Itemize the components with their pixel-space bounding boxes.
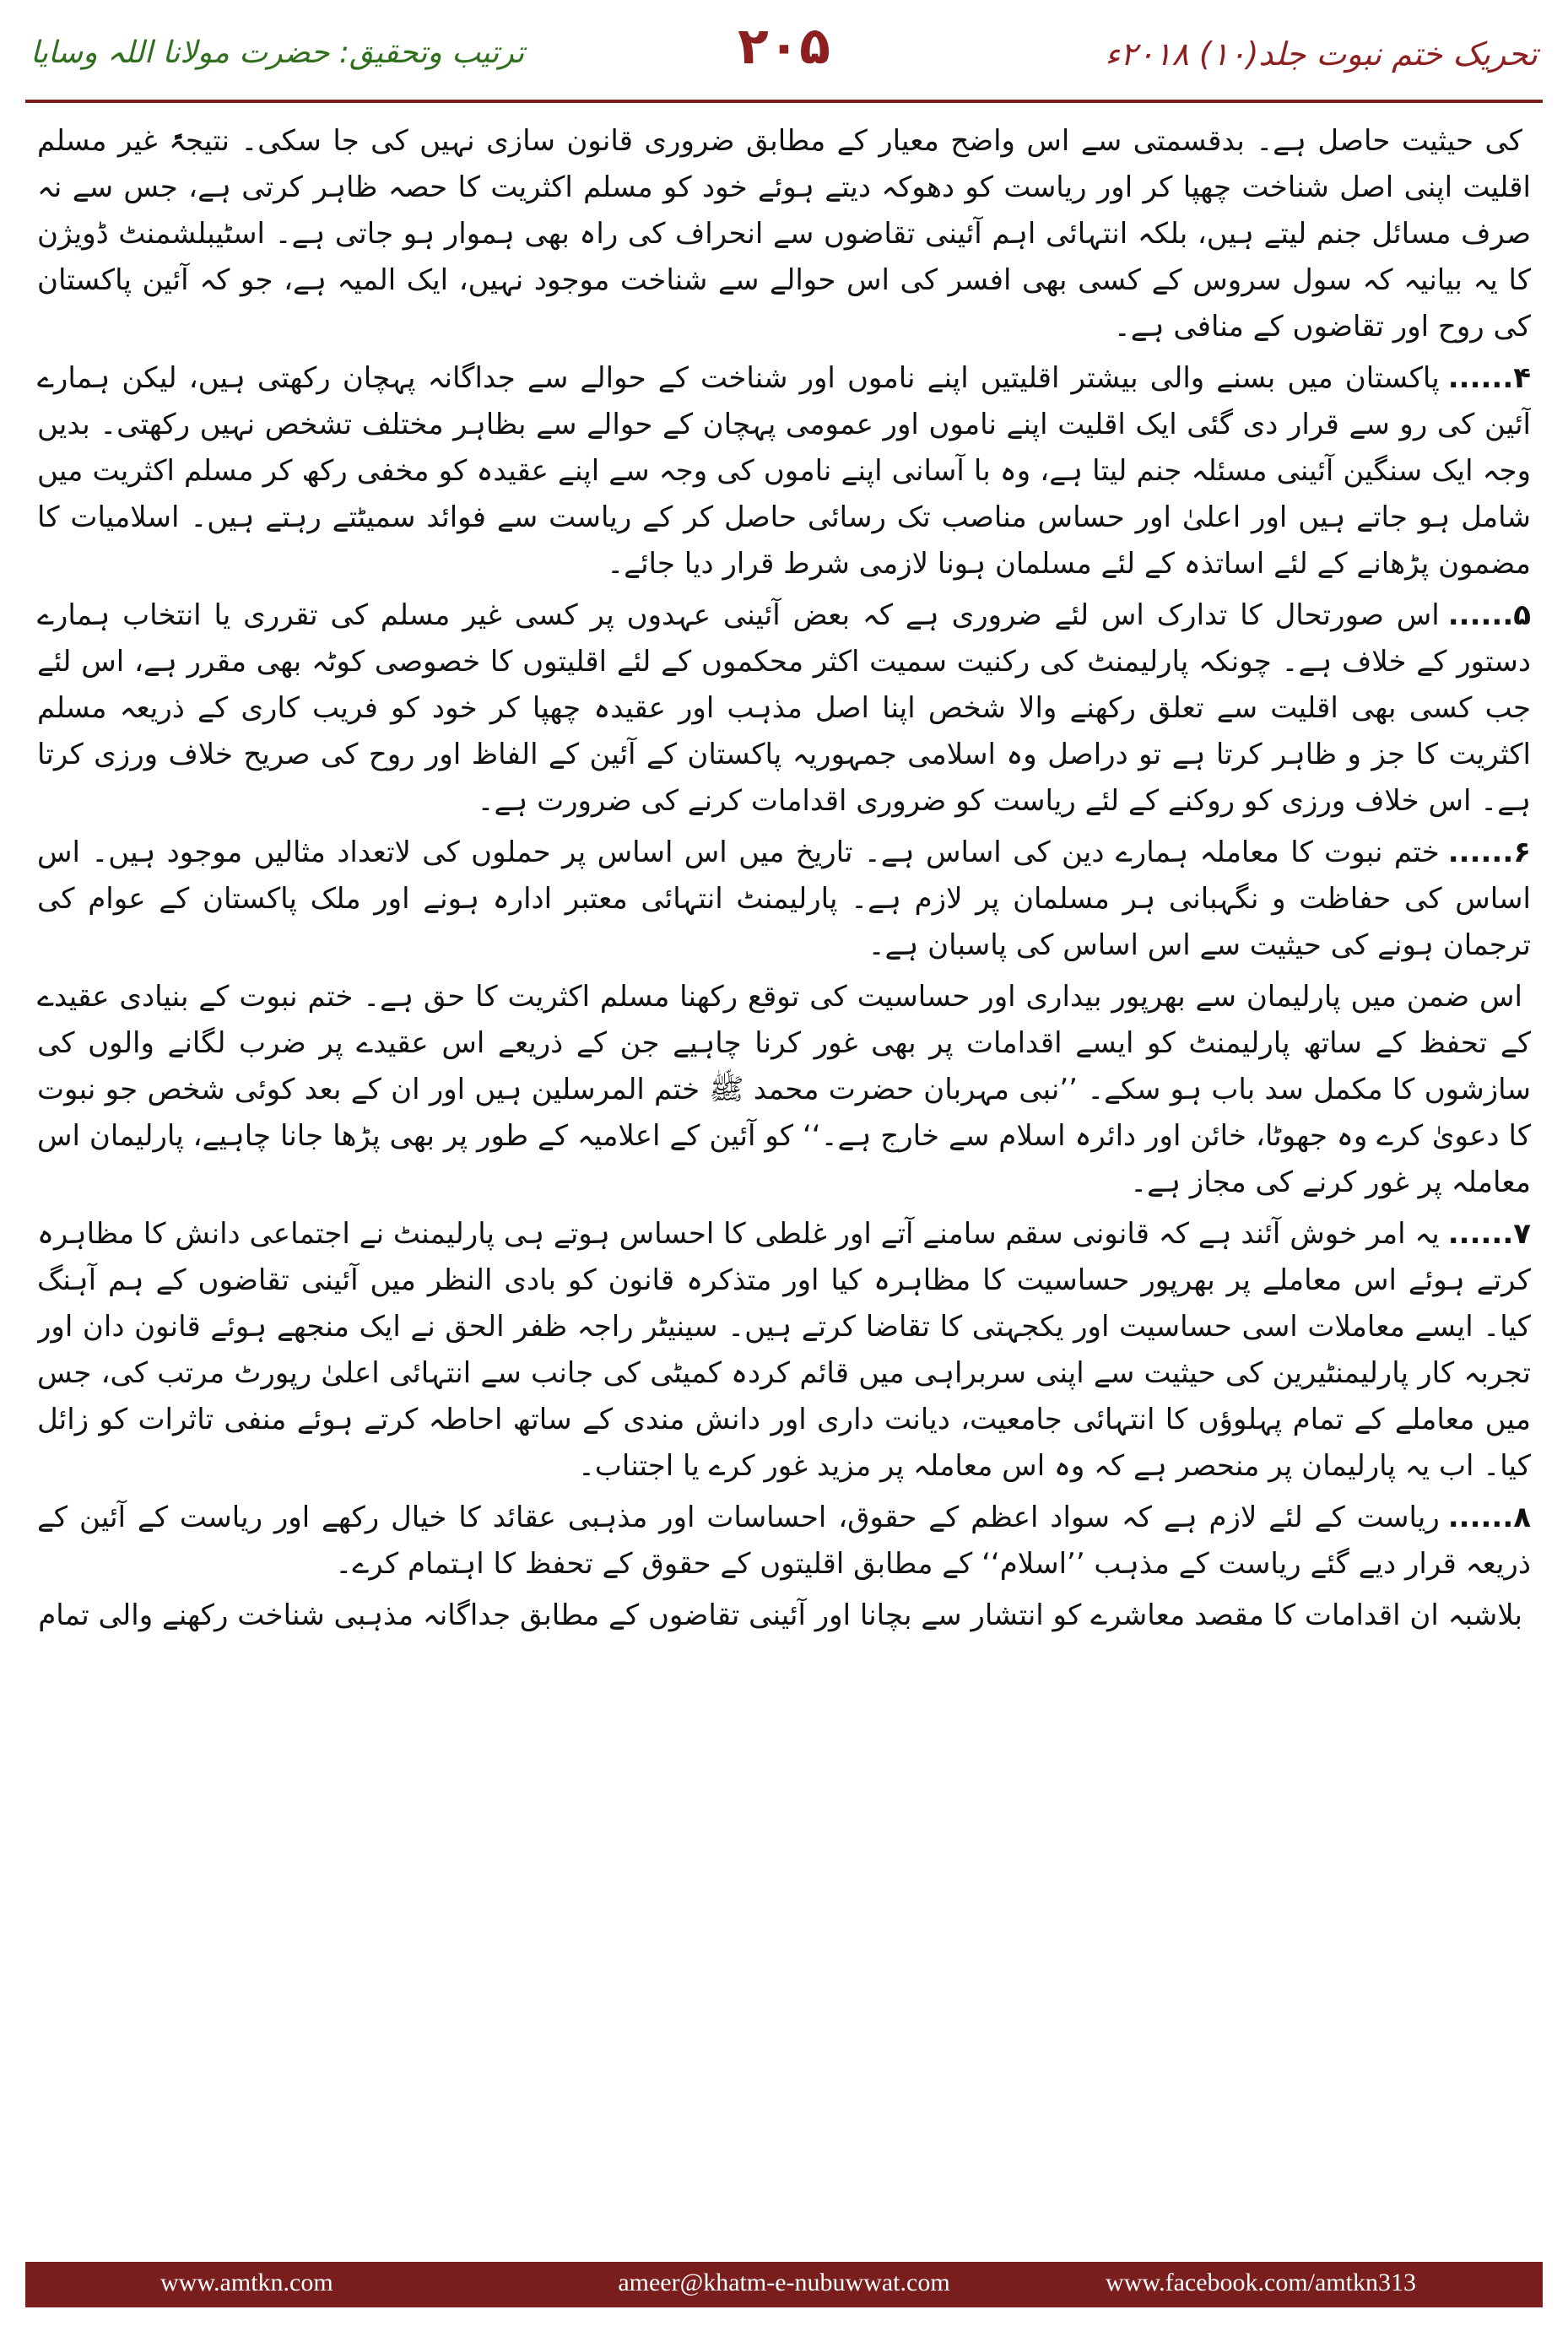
page-body <box>37 118 1531 2203</box>
paragraph-text: کی حیثیت حاصل ہے۔ بدقسمتی سے اس واضح معیار کے مطابق ضروری قانون سازی نہیں کی جا سکی۔ نتیجۃً غیر مسلم اقلیت اپنی اصل شناخت چھپا کر اور ریاست کو دھوکہ دیتے ہوئے خود کو مسلم اکثریت کا حصہ ظاہر کرتی ہے، جس سے نہ صرف مسائل جنم لیتے ہیں، بلکہ انتہائی اہم آئینی تقاضوں سے انحراف کی راہ بھی ہموار ہو جاتی ہے۔ اسٹیبلشمنٹ ڈویژن کا یہ بیانیہ کہ سول سروس کے کسی بھی افسر کی اس حوالے سے شناخت موجود نہیں، ایک المیہ ہے، جو کہ آئین پاکستان کی روح اور تقاضوں کے منافی ہے۔ <box>37 124 1531 343</box>
paragraph-text: اس صورتحال کا تدارک اس لئے ضروری ہے کہ بعض آئینی عہدوں پر کسی غیر مسلم کی تقرری یا انتخاب ہمارے دستور کے خلاف ہے۔ چونکہ پارلیمنٹ کی رکنیت سمیت اکثر محکموں کے لئے اقلیتوں کا خصوصی کوٹہ بھی مقرر ہے، اس لئے جب کسی بھی اقلیت سے تعلق رکھنے والا شخص اپنا اصل مذہب اور عقیدہ چھپا کر خود کو فریب کاری کے ذریعہ مسلم اکثریت کا جز و ظاہر کرتا ہے تو دراصل وہ اسلامی جمہوریہ پاکستان کے آئین کے الفاظ اور روح کی صریح خلاف ورزی کرتا ہے۔ اس خلاف ورزی کو روکنے کے لئے ریاست کو ضروری اقدامات کرنے کی ضرورت ہے۔ <box>37 598 1531 818</box>
compiler-credit: ترتیب وتحقیق: حضرت مولانا اللہ وسایا <box>30 35 525 70</box>
email-link[interactable]: ameer@khatm-e-nubuwwat.com <box>618 2269 950 2296</box>
paragraph <box>37 592 1531 825</box>
paragraph <box>37 830 1531 969</box>
paragraph-number: ۷...... <box>1447 1217 1531 1251</box>
page-header <box>0 0 1568 127</box>
paragraph-text: ختم نبوت کا معاملہ ہمارے دین کی اساس ہے۔ تاریخ میں اس اساس پر حملوں کی لاتعداد مثالیں موجود ہیں۔ اس اساس کی حفاظت و نگہبانی ہر مسلمان پر لازم ہے۔ پارلیمنٹ انتہائی معتبر ادارہ ہونے اور ملک پاکستان کے عوام کی ترجمان ہونے کی حیثیت سے اس اساس کی پاسبان ہے۔ <box>37 836 1531 962</box>
paragraph-text: ریاست کے لئے لازم ہے کہ سواد اعظم کے حقوق، احساسات اور مذہبی عقائد کا خیال رکھے اور ریاست کے آئین کے ذریعہ قرار دیے گئے ریاست کے مذہب ’’اسلام‘‘ کے مطابق اقلیتوں کے حقوق کے تحفظ کا اہتمام کرے۔ <box>37 1501 1531 1581</box>
paragraph-text: بلاشبہ ان اقدامات کا مقصد معاشرے کو انتشار سے بچانا اور آئینی تقاضوں کے مطابق جداگانہ مذہبی شناخت رکھنے والی تمام <box>38 1598 1522 1632</box>
paragraph-text: یہ امر خوش آئند ہے کہ قانونی سقم سامنے آتے اور غلطی کا احساس ہوتے ہی پارلیمنٹ نے اجتماعی دانش کا مظاہرہ کرتے ہوئے اس معاملے پر بھرپور حساسیت کا مظاہرہ کیا اور متذکرہ قانون کو بادی النظر میں آئینی تقاضوں کے ہم آہنگ کیا۔ ایسے معاملات اسی حساسیت اور یکجہتی کا تقاضا کرتے ہیں۔ سینیٹر راجہ ظفر الحق نے ایک منجھے ہوئے قانون دان اور تجربہ کار پارلیمنٹیرین کی حیثیت سے اپنی سربراہی میں قائم کردہ کمیٹی کی جانب سے انتہائی اعلیٰ رپورٹ مرتب کی، جس میں معاملے کے تمام پہلوؤں کا انتہائی جامعیت، دیانت داری اور دانش مندی کے ساتھ احاطہ کرتے ہوئے منفی تاثرات کو زائل کیا۔ اب یہ پارلیمان پر منحصر ہے کہ وہ اس معاملہ پر مزید غور کرے یا اجتناب۔ <box>37 1217 1531 1483</box>
paragraph-number: ۵...... <box>1447 598 1531 632</box>
paragraph-number: ۶...... <box>1447 836 1531 869</box>
header-divider <box>25 100 1543 103</box>
paragraph <box>37 1593 1531 1639</box>
paragraph <box>37 1211 1531 1490</box>
paragraph <box>37 1495 1531 1587</box>
paragraph-text: پاکستان میں بسنے والی بیشتر اقلیتیں اپنے ناموں اور شناخت کے حوالے سے جداگانہ پہچان رکھتی ہیں، لیکن ہمارے آئین کی رو سے قرار دی گئی ایک اقلیت اپنے ناموں اور عمومی پہچان کے حوالے سے بظاہر مختلف تشخص نہیں رکھتی۔ بدیں وجہ ایک سنگین آئینی مسئلہ جنم لیتا ہے، وہ با آسانی اپنے ناموں کی وجہ سے اپنے عقیدہ کو مخفی رکھ کر مسلم اکثریت میں شامل ہو جاتے ہیں اور اعلیٰ اور حساس مناصب تک رسائی حاصل کر کے ریاست سے فوائد سمیٹتے رہتے ہیں۔ اسلامیات کا مضمون پڑھانے کے لئے اساتذہ کے لئے مسلمان ہونا لازمی شرط قرار دیا جائے۔ <box>37 361 1531 581</box>
paragraph-number: ۸...... <box>1447 1501 1531 1534</box>
page-number: ۲۰۵ <box>738 17 830 76</box>
paragraph <box>37 355 1531 587</box>
paragraph-text: اس ضمن میں پارلیمان سے بھرپور بیداری اور حساسیت کی توقع رکھنا مسلم اکثریت کا حق ہے۔ ختم نبوت کے بنیادی عقیدے کے تحفظ کے ساتھ پارلیمنٹ کو ایسے اقدامات پر بھی غور کرنا چاہیے جن کے ذریعے اس عقیدے پر ضرب لگانے والوں کی سازشوں کا مکمل سد باب ہو سکے۔ ’’نبی مہربان حضرت محمد ﷺ ختم المرسلین ہیں اور ان کے بعد کوئی شخص جو نبوت کا دعویٰ کرے وہ جھوٹا، خائن اور دائرہ اسلام سے خارج ہے۔‘‘ کو آئین کے اعلامیہ کے طور پر بھی پڑھا جانا چاہیے، پارلیمان اس معاملہ پر غور کرنے کی مجاز ہے۔ <box>37 980 1531 1199</box>
website-link[interactable]: www.amtkn.com <box>160 2269 333 2296</box>
paragraph <box>37 118 1531 350</box>
page-footer <box>25 2262 1543 2307</box>
book-title: تحریک ختم نبوت جلد(۱۰) ۲۰۱۸ء <box>1105 35 1538 73</box>
facebook-link[interactable]: www.facebook.com/amtkn313 <box>1106 2269 1416 2296</box>
paragraph <box>37 974 1531 1206</box>
paragraph-number: ۴...... <box>1447 361 1531 395</box>
